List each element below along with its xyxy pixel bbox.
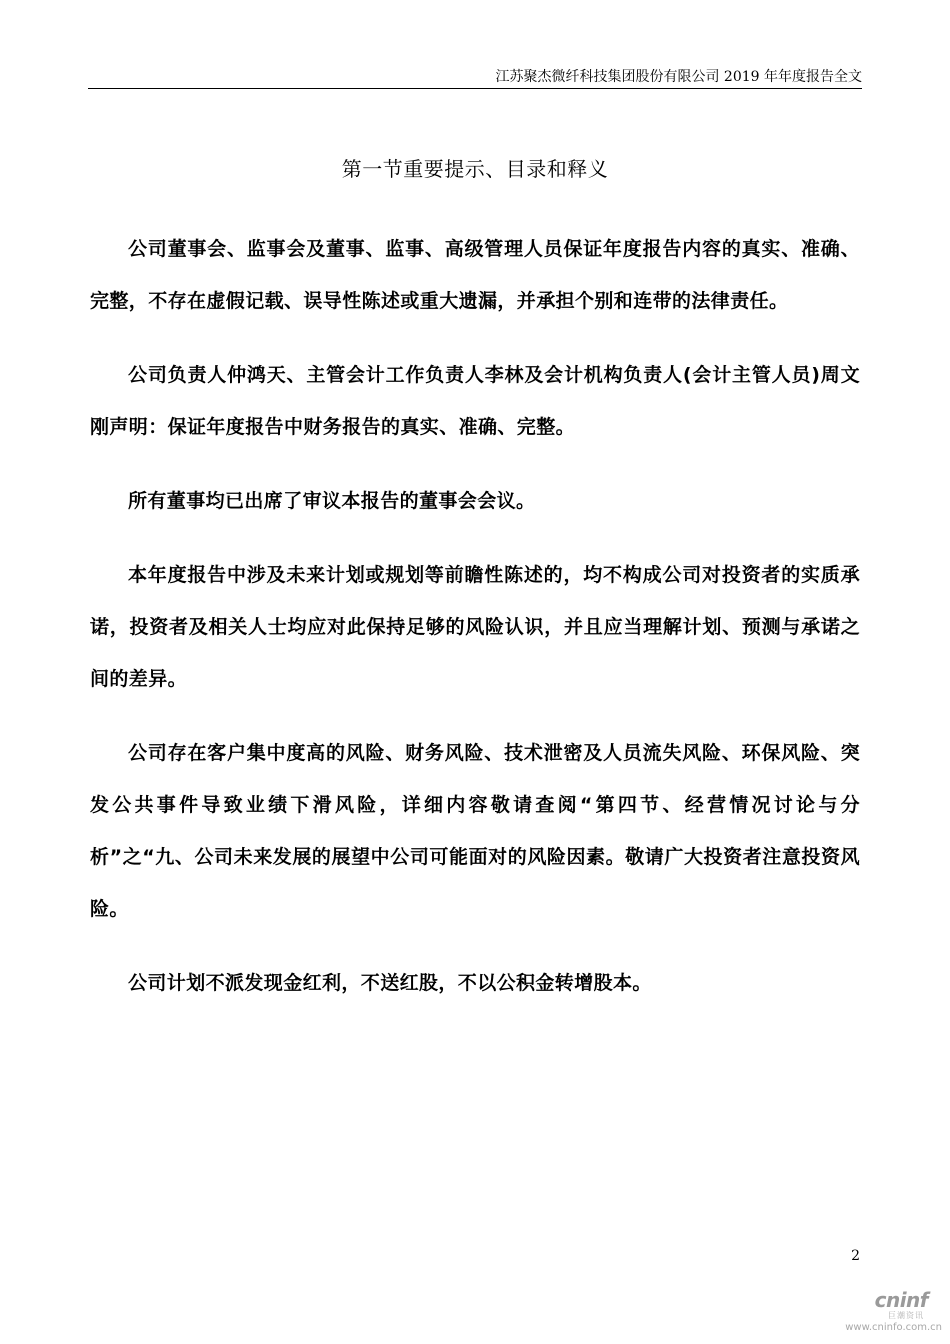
running-header: 江苏聚杰微纤科技集团股份有限公司 2019 年年度报告全文	[495, 69, 862, 85]
paragraph-dividend: 公司计划不派发现金红利，不送红股，不以公积金转增股本。	[128, 972, 652, 994]
watermark-url: www.cninfo.com.cn	[845, 1322, 942, 1333]
watermark-subtitle: 巨潮资讯	[888, 1311, 924, 1320]
paragraph-declaration: 公司负责人仲鸿天、主管会计工作负责人李林及会计机构负责人(会计主管人员)周文刚声明：保证年度报告中财务报告的真实、准确、完整。	[90, 364, 860, 438]
section-title: 第一节重要提示、目录和释义	[341, 157, 609, 181]
paragraph-attendance: 所有董事均已出席了审议本报告的董事会会议。	[128, 490, 536, 512]
watermark-logo: cninf	[874, 1288, 928, 1312]
header-divider	[88, 88, 862, 89]
document-body	[90, 223, 860, 1031]
paragraph-risks: 公司存在客户集中度高的风险、财务风险、技术泄密及人员流失风险、环保风险、突发公共事件导致业绩下滑风险，详细内容敬请查阅“第四节、经营情况讨论与分析”之“九、公司未来发展的展望中公司可能面对的风险因素。敬请广大投资者注意投资风险。	[90, 742, 860, 920]
paragraph-forward-looking: 本年度报告中涉及未来计划或规划等前瞻性陈述的，均不构成公司对投资者的实质承诺，投资者及相关人士均应对此保持足够的风险认识，并且应当理解计划、预测与承诺之间的差异。	[90, 564, 860, 690]
cninfo-watermark	[832, 1288, 942, 1336]
paragraph-responsibility: 公司董事会、监事会及董事、监事、高级管理人员保证年度报告内容的真实、准确、完整，不存在虚假记载、误导性陈述或重大遗漏，并承担个别和连带的法律责任。	[90, 238, 860, 312]
page-number: 2	[851, 1248, 860, 1264]
